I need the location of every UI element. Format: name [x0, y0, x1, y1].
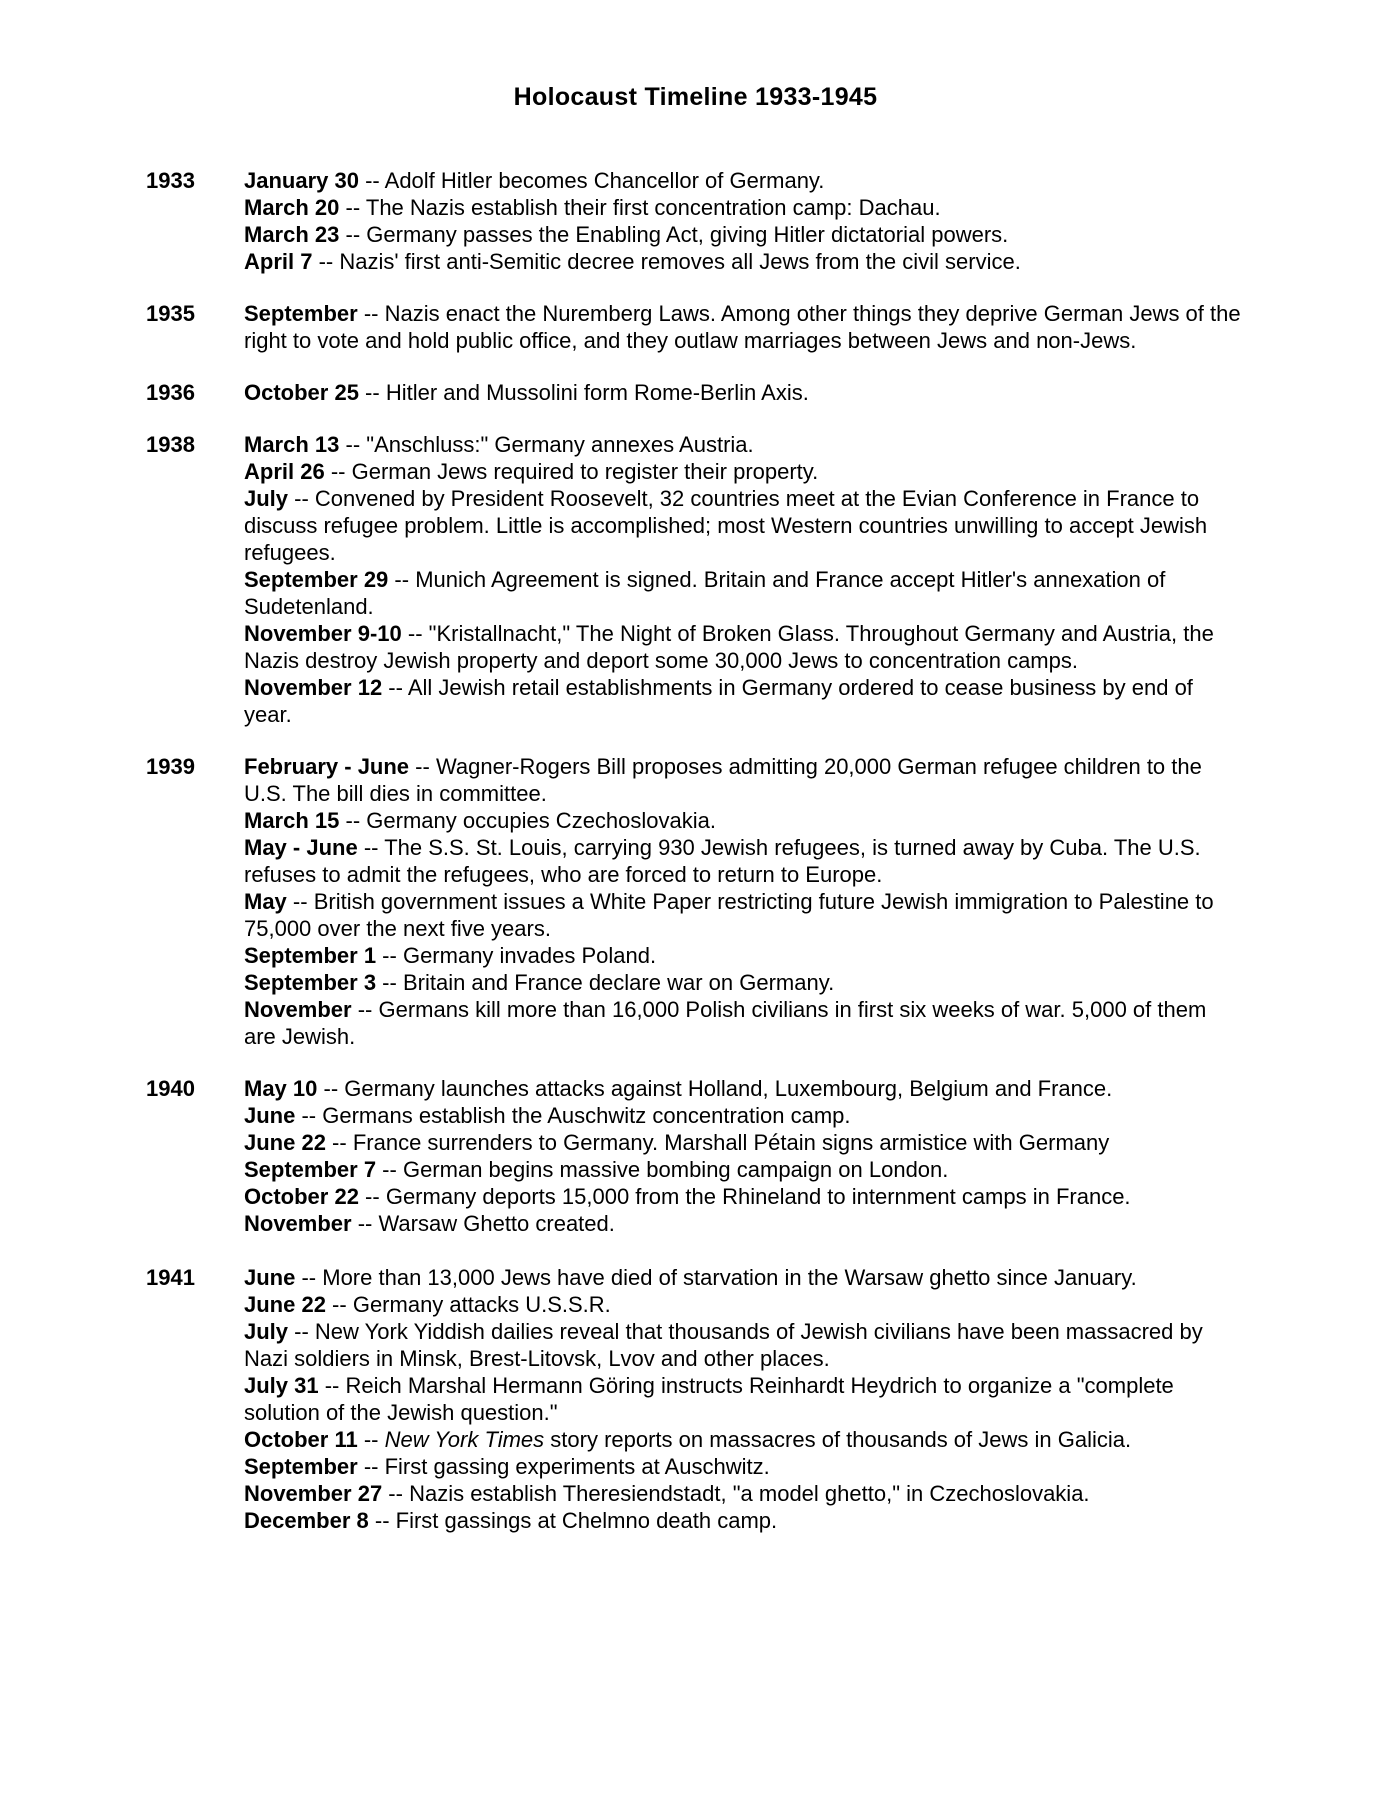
entry-text: Germany deports 15,000 from the Rhineland to internment camps in France.: [385, 1184, 1131, 1209]
entry-separator: --: [401, 621, 429, 646]
timeline-entry: [244, 753, 1244, 807]
timeline-entry: [244, 1102, 1244, 1129]
timeline-entry: [244, 1507, 1244, 1534]
entry-separator: --: [382, 1481, 410, 1506]
entry-text: Convened by President Roosevelt, 32 countries meet at the Evian Conference in France to discuss refugee problem. Little is accomplished; most Western countries unwilling to accept Jewish refugees.: [244, 486, 1208, 565]
entry-text: Munich Agreement is signed. Britain and France accept Hitler's annexation of Sudetenland.: [244, 567, 1166, 619]
entry-separator: --: [339, 222, 367, 247]
entry-separator: --: [325, 1130, 353, 1155]
entry-date: July: [244, 1319, 289, 1344]
entry-separator: --: [357, 301, 385, 326]
entry-text: Warsaw Ghetto created.: [378, 1211, 615, 1236]
entries-column: [244, 1075, 1244, 1237]
timeline-year-block: [0, 431, 1391, 728]
timeline-entry: [244, 1075, 1244, 1102]
entry-date: November 9-10: [244, 621, 402, 646]
timeline-entry: [244, 1210, 1244, 1237]
entry-date: September 3: [244, 970, 377, 995]
entry-text: Adolf Hitler becomes Chancellor of Germany.: [384, 168, 825, 193]
entry-separator: --: [324, 459, 352, 484]
entry-separator: --: [288, 486, 315, 511]
entries-column: [244, 167, 1244, 275]
entry-text: Nazis' first anti-Semitic decree removes all Jews from the civil service.: [339, 249, 1021, 274]
document-title: Holocaust Timeline 1933-1945: [513, 83, 878, 111]
entry-text: Germany launches attacks against Holland, Luxembourg, Belgium and France.: [344, 1076, 1113, 1101]
timeline-entry: [244, 458, 1244, 485]
timeline-entry: [244, 221, 1244, 248]
entry-separator: --: [288, 1319, 315, 1344]
entry-text: German Jews required to register their property.: [351, 459, 819, 484]
entry-date: March 23: [244, 222, 340, 247]
year-label: 1939: [146, 754, 195, 779]
timeline-entry: [244, 942, 1244, 969]
timeline-entry: [244, 566, 1244, 620]
entry-separator: --: [357, 835, 385, 860]
entry-date: June 22: [244, 1130, 326, 1155]
entries-column: [244, 431, 1244, 728]
entries-column: [244, 300, 1244, 354]
entry-text: Germany attacks U.S.S.R.: [352, 1292, 611, 1317]
entry-date: July: [244, 486, 289, 511]
entry-date: February - June: [244, 754, 410, 779]
entry-separator: --: [376, 1157, 403, 1182]
entry-date: January 30: [244, 168, 359, 193]
timeline-entry: [244, 996, 1244, 1050]
entry-separator: --: [339, 432, 367, 457]
timeline-entry: [244, 1426, 1244, 1453]
entry-date: May 10: [244, 1076, 318, 1101]
entry-date: March 13: [244, 432, 340, 457]
timeline-entry: [244, 431, 1244, 458]
entry-text: More than 13,000 Jews have died of starvation in the Warsaw ghetto since January.: [322, 1265, 1137, 1290]
year-label: 1933: [146, 168, 195, 193]
timeline-entry: [244, 167, 1244, 194]
timeline-entry: [244, 1183, 1244, 1210]
entry-text-italic: New York Times: [384, 1427, 545, 1452]
entry-date: June 22: [244, 1292, 326, 1317]
entry-separator: --: [358, 380, 386, 405]
entry-date: July 31: [244, 1373, 319, 1398]
timeline-entry: [244, 1129, 1244, 1156]
timeline-entry: [244, 807, 1244, 834]
entries-column: [244, 379, 1244, 406]
entry-date: May - June: [244, 835, 358, 860]
entry-text: Nazis establish Theresiendstadt, "a model ghetto," in Czechoslovakia.: [409, 1481, 1090, 1506]
timeline-entry: [244, 1453, 1244, 1480]
entry-text: New York Yiddish dailies reveal that thousands of Jewish civilians have been massacred by Nazi soldiers in Minsk, Brest-Litovsk, Lvov and other places.: [244, 1319, 1203, 1371]
entry-date: October 22: [244, 1184, 359, 1209]
entry-text: Germany occupies Czechoslovakia.: [366, 808, 716, 833]
entry-separator: --: [318, 1373, 346, 1398]
entry-separator: --: [388, 567, 416, 592]
timeline-entry: [244, 1156, 1244, 1183]
entry-date: March 20: [244, 195, 340, 220]
timeline-year-block: [0, 1075, 1391, 1237]
entry-text: German begins massive bombing campaign on London.: [402, 1157, 949, 1182]
entry-date: March 15: [244, 808, 340, 833]
timeline-entry: [244, 1480, 1244, 1507]
timeline-entry: [244, 300, 1244, 354]
entry-date: September 7: [244, 1157, 377, 1182]
entry-text: Germany passes the Enabling Act, giving Hitler dictatorial powers.: [366, 222, 1009, 247]
timeline-year-block: [0, 167, 1391, 275]
timeline-entry: [244, 620, 1244, 674]
entry-text: Wagner-Rogers Bill proposes admitting 20,000 German refugee children to the U.S. The bill dies in committee.: [244, 754, 1202, 806]
timeline-entry: [244, 1264, 1244, 1291]
entry-text: Reich Marshal Hermann Göring instructs Reinhardt Heydrich to organize a "complete solution of the Jewish question.": [244, 1373, 1174, 1425]
year-label: 1940: [146, 1076, 195, 1101]
entry-text: "Kristallnacht," The Night of Broken Glass. Throughout Germany and Austria, the Nazis destroy Jewish property and deport some 30,000 Jews to concentration camps.: [244, 621, 1214, 673]
entry-separator: --: [376, 943, 403, 968]
entry-date: April 7: [244, 249, 313, 274]
year-label: 1935: [146, 301, 195, 326]
entry-date: September 1: [244, 943, 377, 968]
entry-separator: --: [351, 1211, 379, 1236]
timeline-entry: [244, 834, 1244, 888]
entry-text: The Nazis establish their first concentration camp: Dachau.: [365, 195, 941, 220]
entry-separator: --: [358, 1184, 386, 1209]
entry-text: France surrenders to Germany. Marshall Pétain signs armistice with Germany: [352, 1130, 1110, 1155]
entry-date: November 12: [244, 675, 383, 700]
entry-separator: --: [317, 1076, 345, 1101]
entry-text: Nazis enact the Nuremberg Laws. Among other things they deprive German Jews of the right to vote and hold public office, and they outlaw marriages between Jews and non-Jews.: [244, 301, 1241, 353]
entry-separator: --: [339, 808, 367, 833]
entry-date: October 11: [244, 1427, 358, 1452]
timeline-entry: [244, 674, 1244, 728]
entry-text: British government issues a White Paper restricting future Jewish immigration to Palestine to 75,000 over the next five years.: [244, 889, 1214, 941]
year-label: 1941: [146, 1265, 195, 1290]
timeline-year-block: [0, 753, 1391, 1050]
entry-text: Germans establish the Auschwitz concentration camp.: [322, 1103, 851, 1128]
entry-date: June: [244, 1103, 296, 1128]
timeline-entry: [244, 485, 1244, 566]
entry-date: December 8: [244, 1508, 369, 1533]
entry-separator: --: [312, 249, 340, 274]
entry-date: November: [244, 997, 352, 1022]
entry-separator: --: [295, 1103, 323, 1128]
entry-text: Germans kill more than 16,000 Polish civilians in first six weeks of war. 5,000 of them are Jewish.: [244, 997, 1207, 1049]
entry-separator: --: [358, 168, 385, 193]
entry-separator: --: [368, 1508, 396, 1533]
entry-text: All Jewish retail establishments in Germany ordered to cease business by end of year.: [244, 675, 1193, 727]
timeline-year-block: [0, 300, 1391, 354]
entry-date: September: [244, 1454, 358, 1479]
entry-text: First gassing experiments at Auschwitz.: [384, 1454, 770, 1479]
timeline-entry: [244, 969, 1244, 996]
entry-separator: --: [382, 675, 408, 700]
timeline-entry: [244, 888, 1244, 942]
entry-separator: --: [357, 1454, 385, 1479]
timeline-entry: [244, 194, 1244, 221]
year-label: 1936: [146, 380, 195, 405]
entry-text: story reports on massacres of thousands of Jews in Galicia.: [544, 1427, 1132, 1452]
timeline-entry: [244, 1372, 1244, 1426]
entry-text: Hitler and Mussolini form Rome-Berlin Axis.: [385, 380, 809, 405]
entry-separator: --: [325, 1292, 353, 1317]
entry-separator: --: [339, 195, 366, 220]
entry-text: "Anschluss:" Germany annexes Austria.: [366, 432, 754, 457]
entry-separator: --: [376, 970, 403, 995]
timeline: [0, 167, 1391, 1534]
timeline-year-block: [0, 1264, 1391, 1534]
timeline-entry: [244, 1291, 1244, 1318]
timeline-entry: [244, 1318, 1244, 1372]
entry-date: September: [244, 301, 358, 326]
entry-date: November 27: [244, 1481, 383, 1506]
entries-column: [244, 753, 1244, 1050]
timeline-entry: [244, 379, 1244, 406]
entry-date: September 29: [244, 567, 389, 592]
entry-separator: --: [351, 997, 379, 1022]
entry-date: April 26: [244, 459, 325, 484]
entry-text: Britain and France declare war on Germany.: [402, 970, 835, 995]
entry-date: October 25: [244, 380, 359, 405]
entry-separator: --: [357, 1427, 385, 1452]
entry-date: November: [244, 1211, 352, 1236]
entry-text: The S.S. St. Louis, carrying 930 Jewish refugees, is turned away by Cuba. The U.S. refuses to admit the refugees, who are forced to return to Europe.: [244, 835, 1201, 887]
timeline-year-block: [0, 379, 1391, 406]
entry-text: First gassings at Chelmno death camp.: [395, 1508, 778, 1533]
entry-separator: --: [295, 1265, 323, 1290]
entry-separator: --: [286, 889, 314, 914]
entry-date: June: [244, 1265, 296, 1290]
timeline-entry: [244, 248, 1244, 275]
entry-separator: --: [409, 754, 436, 779]
entry-date: May: [244, 889, 287, 914]
year-label: 1938: [146, 432, 195, 457]
entry-text: Germany invades Poland.: [402, 943, 657, 968]
entries-column: [244, 1264, 1244, 1534]
